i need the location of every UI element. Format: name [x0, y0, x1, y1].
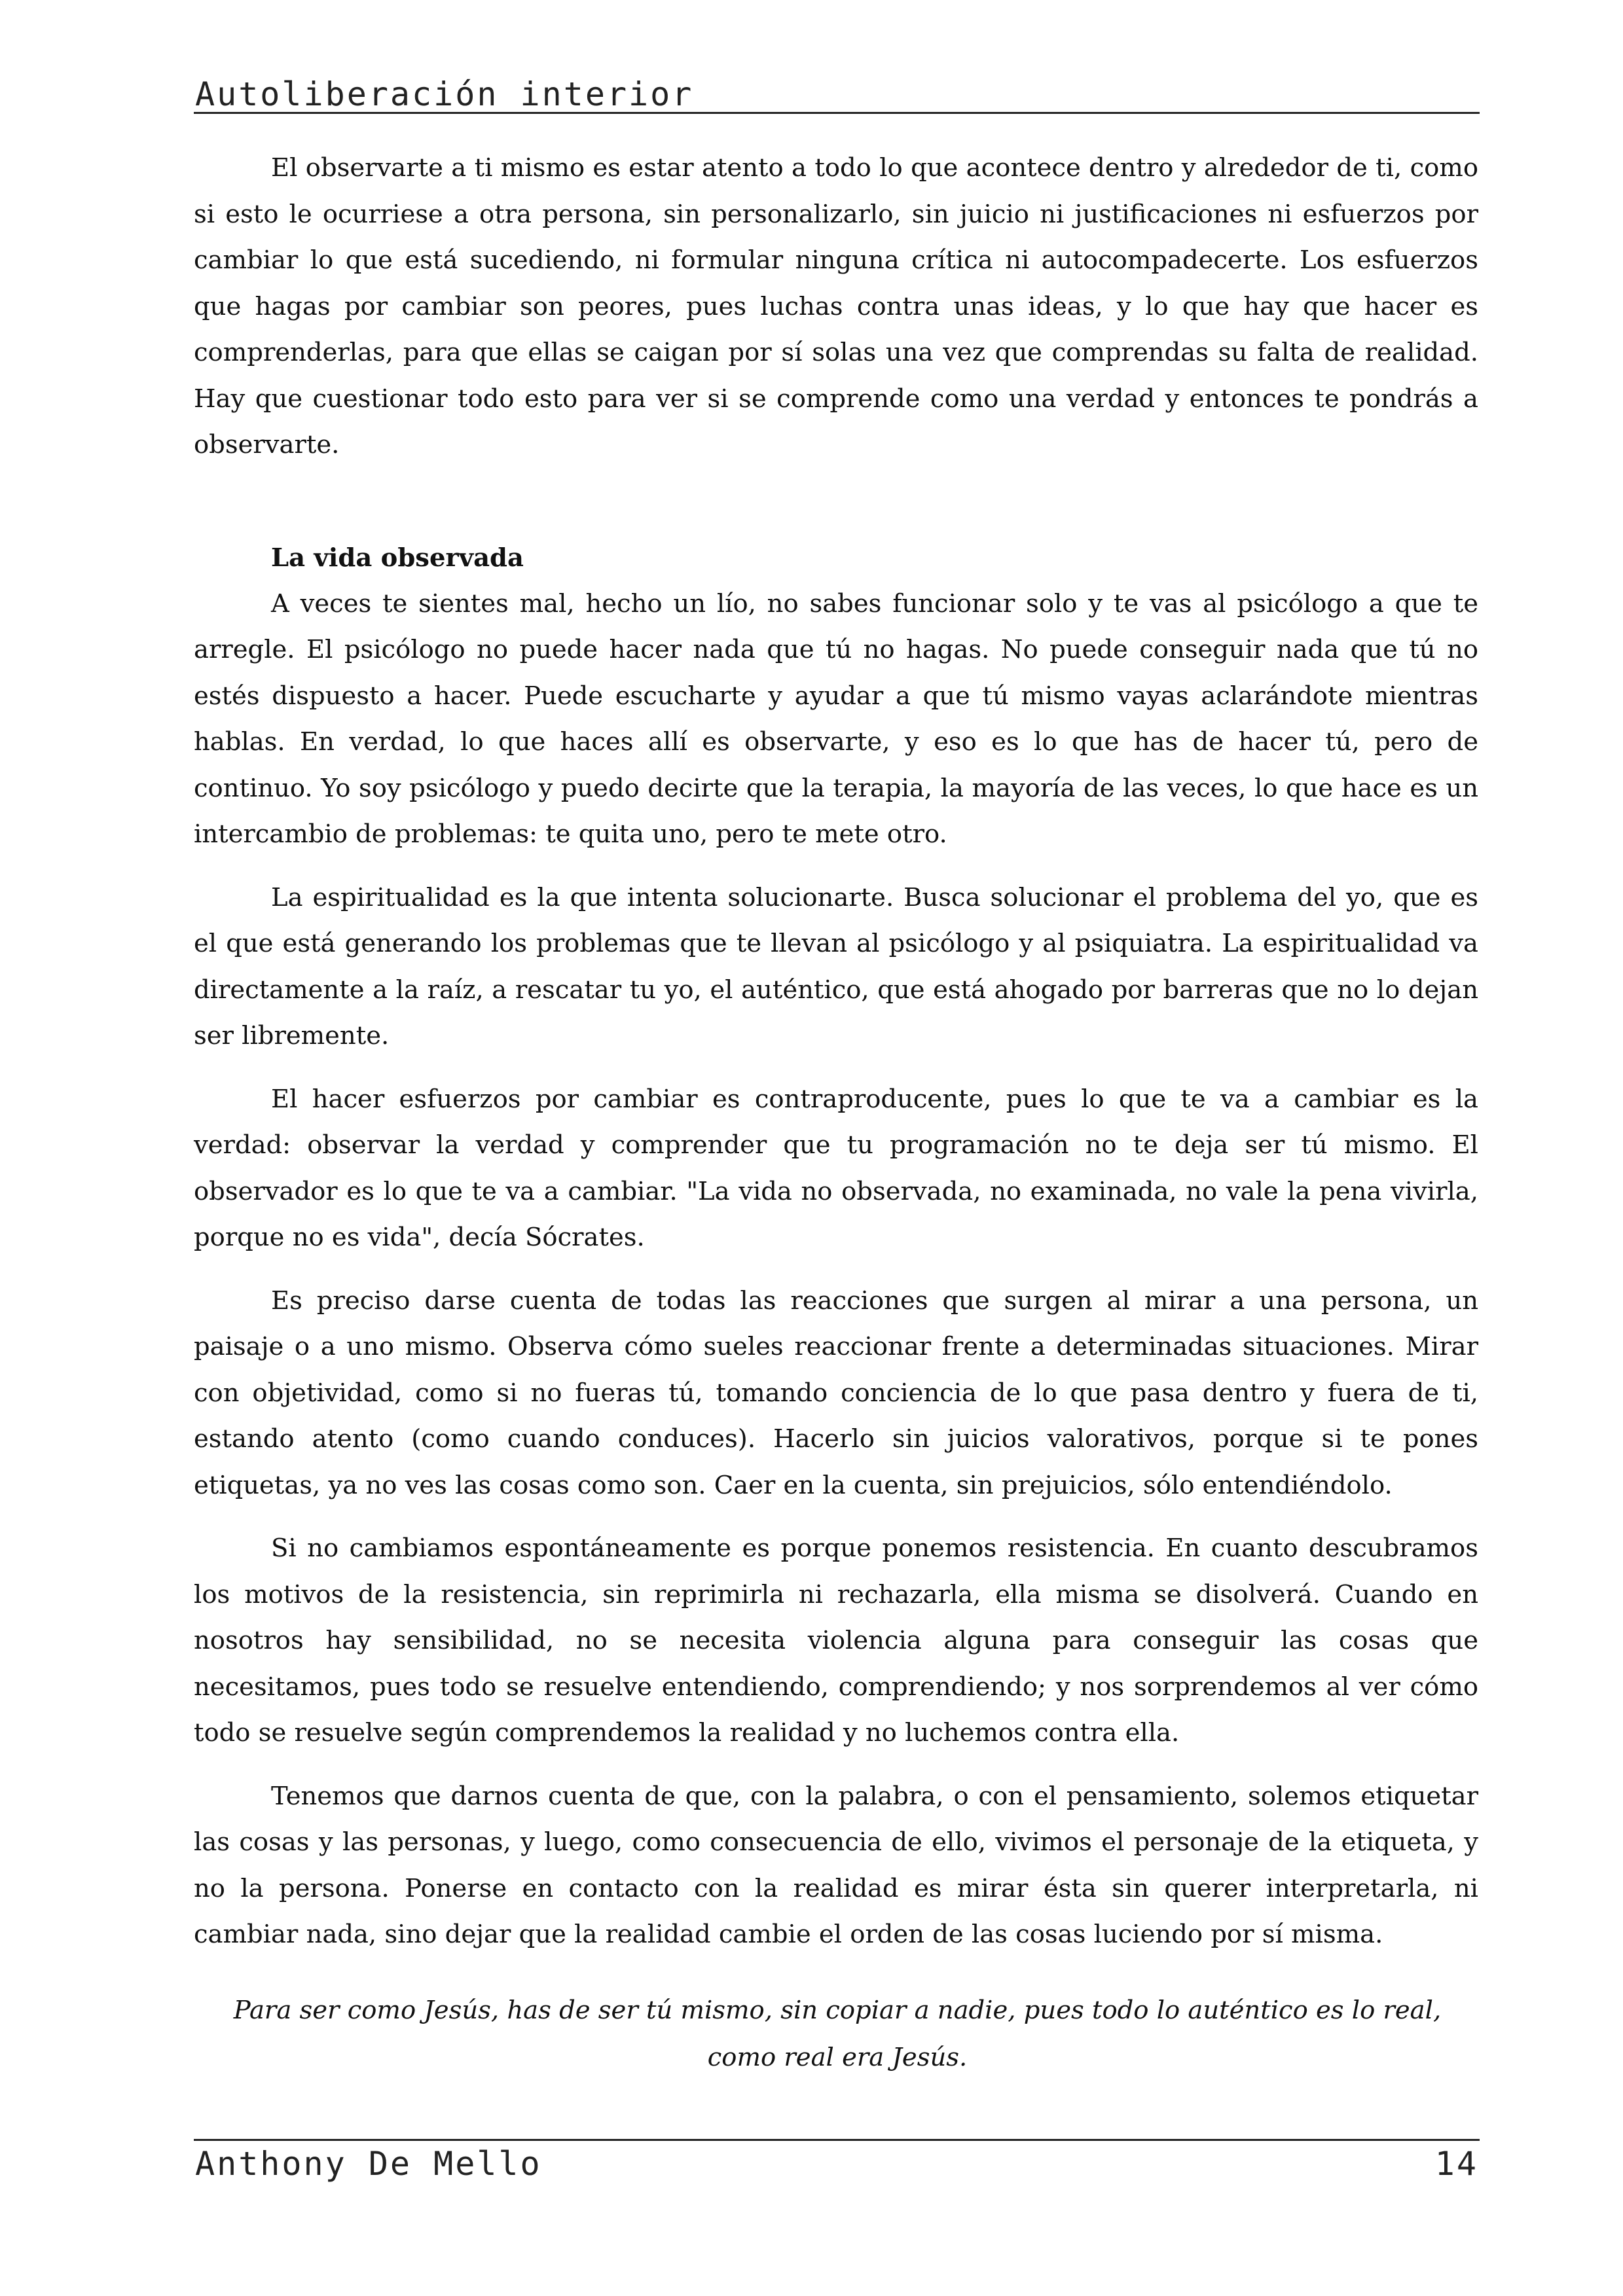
running-title: Autoliberación interior [195, 75, 694, 113]
section-paragraph: Si no cambiamos espontáneamente es porque ponemos resistencia. En cuanto descubramos los motivos de la resistencia, sin reprimirla ni rechazarla, ella misma se disolverá. Cuando en nosotros hay sensibilidad, no se necesita violencia alguna para conseguir las cosas que necesitamos, pues todo se resuelve entendiendo, comprendiendo; y nos sorprendemos al ver cómo todo se resuelve según comprendemos la realidad y no luchemos contra ella. [194, 1534, 1478, 1748]
page-header [194, 69, 1480, 114]
page-number: 14 [1434, 2145, 1478, 2183]
section-heading: La vida observada [271, 543, 524, 573]
section-paragraph: Es preciso darse cuenta de todas las reacciones que surgen al mirar a una persona, un paisaje o a uno mismo. Observa cómo sueles reaccionar frente a determinadas situaciones. Mirar con objetividad, como si no fueras tú, tomando conciencia de lo que pasa dentro y fuera de ti, estando atento (como cuando conduces). Hacerlo sin juicios valorativos, porque si te pones etiquetas, ya no ves las cosas como son. Caer en la cuenta, sin prejuicios, sólo entendiéndolo. [194, 1285, 1478, 1500]
section-paragraph: La espiritualidad es la que intenta solucionarte. Busca solucionar el problema del yo, que es el que está generando los problemas que te llevan al psicólogo y al psiquiatra. La espiritualidad va directamente a la raíz, a rescatar tu yo, el auténtico, que está ahogado por barreras que no lo dejan ser libremente. [194, 882, 1478, 1050]
footer-author: Anthony De Mello [195, 2145, 542, 2183]
section-paragraph: Tenemos que darnos cuenta de que, con la palabra, o con el pensamiento, solemos etiquetar las cosas y las personas, y luego, como consecuencia de ello, vivimos el personaje de la etiqueta, y no la persona. Ponerse en contacto con la realidad es mirar ésta sin querer interpretarla, ni cambiar nada, sino dejar que la realidad cambie el orden de las cosas luciendo por sí misma. [194, 1781, 1478, 1949]
quote-line-1: Para ser como Jesús, has de ser tú mismo, sin copiar a nadie, pues todo lo auténtico es lo real, [233, 1996, 1442, 2025]
quote-line-2: como real era Jesús. [707, 2043, 968, 2072]
closing-quote [196, 1987, 1478, 2081]
section-paragraph: El hacer esfuerzos por cambiar es contraproducente, pues lo que te va a cambiar es la verdad: observar la verdad y comprender que tu programación no te deja ser tú mismo. El observador es lo que te va a cambiar. "La vida no observada, no examinada, no vale la pena vivirla, porque no es vida", decía Sócrates. [194, 1084, 1478, 1252]
page-body [194, 145, 1478, 1958]
section-paragraph: A veces te sientes mal, hecho un lío, no sabes funcionar solo y te vas al psicólogo a que te arregle. El psicólogo no puede hacer nada que tú no hagas. No puede conseguir nada que tú no estés dispuesto a hacer. Puede escucharte y ayudar a que tú mismo vayas aclarándote mientras hablas. En verdad, lo que haces allí es observarte, y eso es lo que has de hacer tú, pero de continuo. Yo soy psicólogo y puedo decirte que la terapia, la mayoría de las veces, lo que hace es un intercambio de problemas: te quita uno, pero te mete otro. [194, 588, 1478, 849]
page-footer [194, 2139, 1480, 2191]
paragraph-intro: El observarte a ti mismo es estar atento a todo lo que acontece dentro y alrededor de ti, como si esto le ocurriese a otra persona, sin personalizarlo, sin juicio ni justificaciones ni esfuerzos por cambiar lo que está sucediendo, ni formular ninguna crítica ni autocompadecerte. Los esfuerzos que hagas por cambiar son peores, pues luchas contra unas ideas, y lo que hay que hacer es comprenderlas, para que ellas se caigan por sí solas una vez que comprendas su falta de realidad. Hay que cuestionar todo esto para ver si se comprende como una verdad y entonces te pondrás a observarte. [194, 153, 1478, 459]
